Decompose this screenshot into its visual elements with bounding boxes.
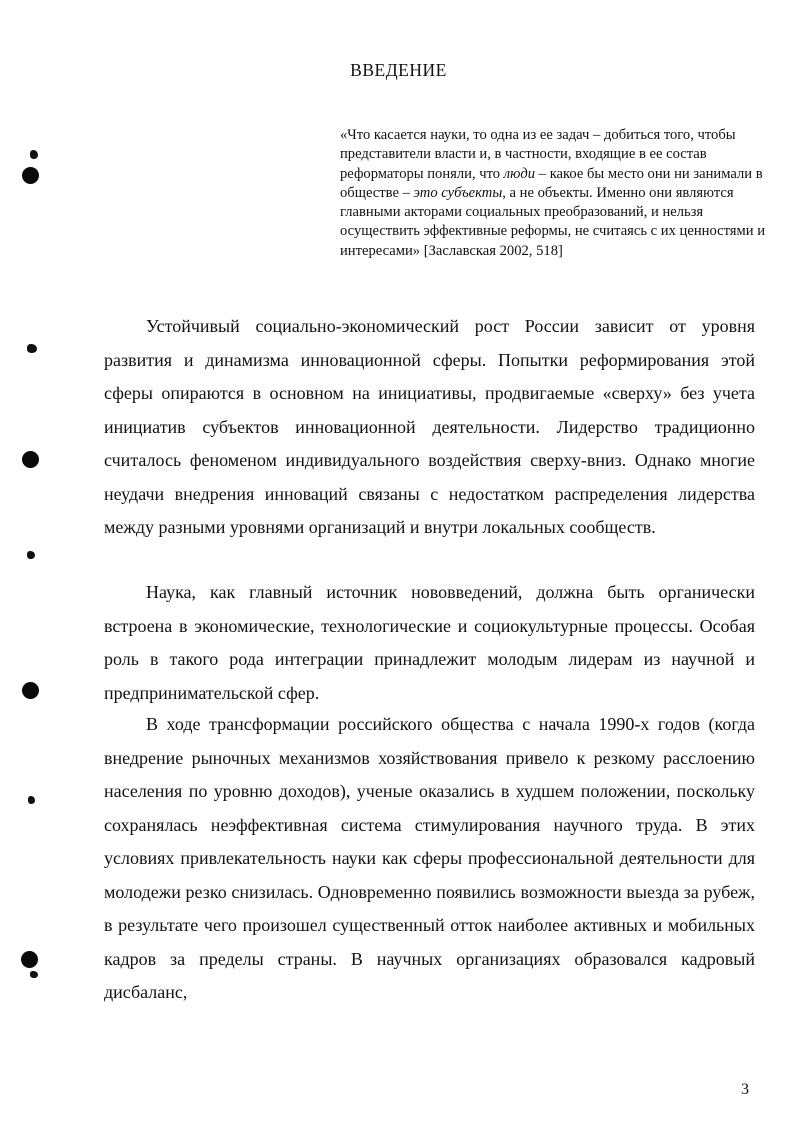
scan-speck [30, 971, 38, 978]
scan-speck [27, 551, 35, 559]
epigraph-quote [340, 126, 765, 261]
body-paragraph: В ходе трансформации российского общества с начала 1990-х годов (когда внедрение рыночных механизмов хозяйствования привело к резкому расслоению населения по уровню доходов), ученые оказались в худшем положении, поскольку сохранялась неэффективная система стимулирования научного труда. В этих условиях привлекательность науки как сферы профессиональной деятельности для молодежи резко снизилась. Одновременно появились возможности выезда за рубеж, в результате чего произошел существенный отток наиболее активных и мобильных кадров за пределы страны. В научных организациях образовался кадровый дисбаланс, [104, 714, 755, 1002]
page-title: ВВЕДЕНИЕ [350, 60, 447, 80]
punch-hole [22, 451, 39, 468]
epigraph-text-middle: – какое бы место они ни занимали в обществе – [340, 165, 763, 201]
epigraph-text-start: «Что касается науки, то одна из ее задач – добиться того, чтобы представители власти и, в частности, входящие в ее состав реформаторы поняли, что [340, 127, 736, 182]
epigraph-text-end: , а не объекты. Именно они являются главными акторами социальных преобразований, и нельзя осуществить эффективные реформы, не считаясь с их ценностями и интересами» [Заславская 2002, 518] [340, 184, 766, 259]
scan-speck [30, 150, 38, 159]
epigraph-emphasis-subjects: это субъекты [413, 184, 503, 201]
punch-hole [22, 167, 39, 184]
page-number: 3 [741, 1081, 749, 1098]
scan-speck [28, 796, 35, 804]
scan-speck [27, 344, 37, 353]
punch-hole [22, 682, 39, 699]
body-paragraph: Наука, как главный источник нововведений, должна быть органически встроена в экономические, технологические и социокультурные процессы. Особая роль в такого рода интеграции принадлежит молодым лидерам из научной и предпринимательской сфер. [104, 582, 755, 703]
punch-hole [21, 951, 38, 968]
epigraph-emphasis-people: люди [503, 165, 536, 182]
body-paragraph: Устойчивый социально-экономический рост России зависит от уровня развития и динамизма инновационной сферы. Попытки реформирования этой сферы опираются в основном на инициативы, продвигаемые «сверху» без учета инициатив субъектов инновационной деятельности. Лидерство традиционно считалось феноменом индивидуального воздействия сверху-вниз. Однако многие неудачи внедрения инноваций связаны с недостатком распределения лидерства между разными уровнями организаций и внутри локальных сообществ. [104, 316, 755, 537]
